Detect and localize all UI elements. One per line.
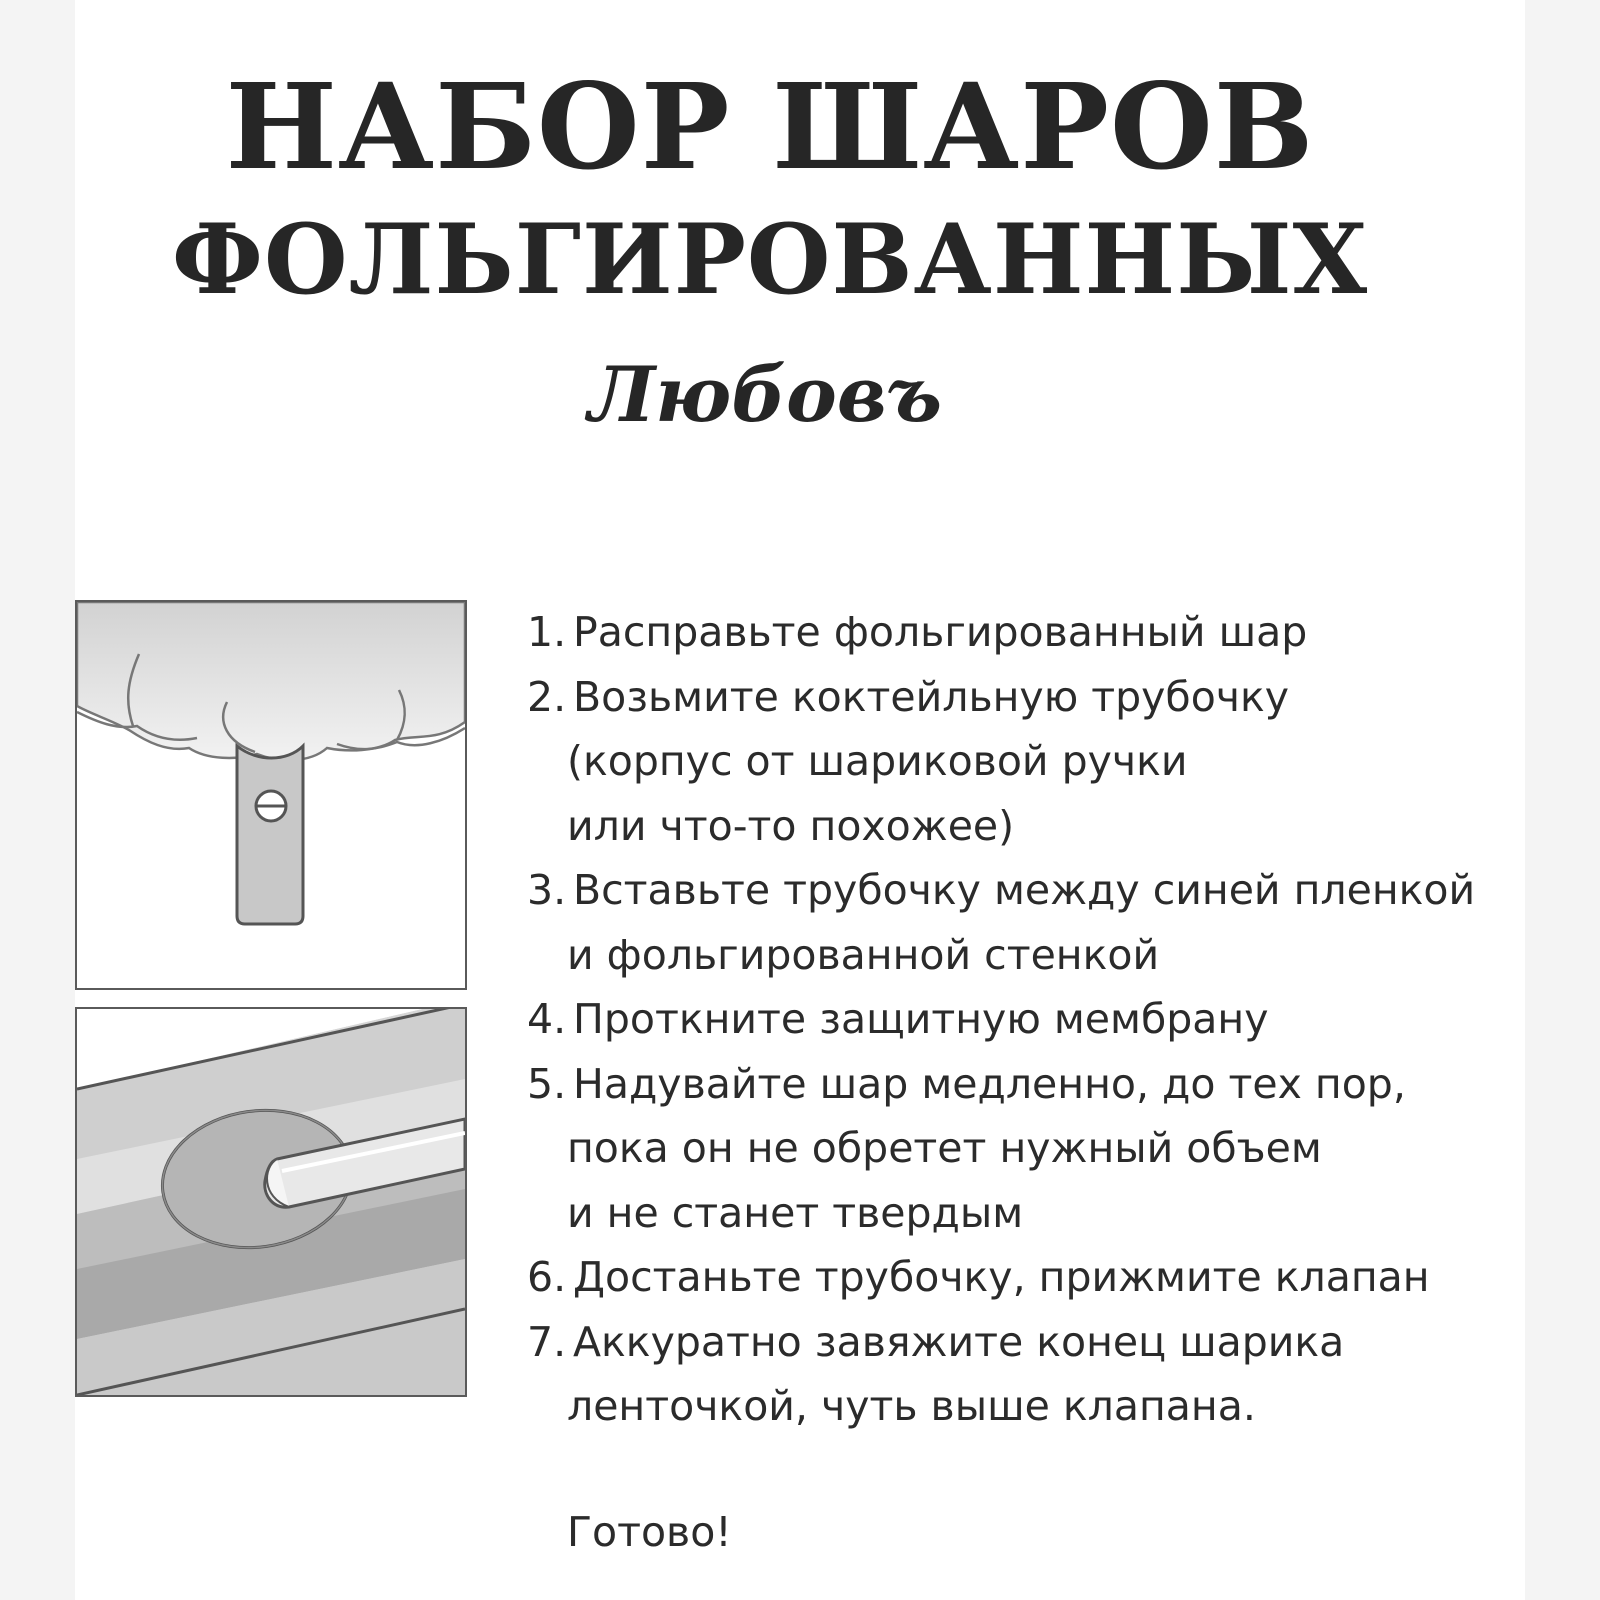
step-text-continued: и фольгированной стенкой <box>567 930 1160 979</box>
done-message: Готово! <box>567 1508 732 1556</box>
step-1 <box>527 600 1537 665</box>
straw-insertion-illustration <box>75 1007 467 1397</box>
title-line-1: НАБОР ШАРОВ <box>225 57 1315 196</box>
step-text-continued: или что-то похожее) <box>567 801 1015 850</box>
step-4 <box>527 987 1537 1052</box>
step-text-continued: и не станет твердым <box>567 1188 1024 1237</box>
step-text: Вставьте трубочку между синей пленкой <box>573 866 1476 914</box>
step-number: 6. <box>527 1253 567 1301</box>
instructions-list <box>527 600 1537 1439</box>
step-7 <box>527 1310 1537 1439</box>
step-3 <box>527 858 1537 987</box>
step-text-continued: пока он не обретет нужный объем <box>567 1124 1322 1172</box>
step-6 <box>527 1245 1537 1310</box>
step-text: Расправьте фольгированный шар <box>573 608 1308 656</box>
step-number: 1. <box>527 608 567 656</box>
title-line-2: ФОЛЬГИРОВАННЫХ <box>171 203 1369 316</box>
step-text: Проткните защитную мембрану <box>573 995 1269 1043</box>
step-number: 7. <box>527 1317 567 1366</box>
step-text-continued: ленточкой, чуть выше клапана. <box>567 1382 1256 1430</box>
step-text: Надувайте шар медленно, до тех пор, <box>573 1059 1406 1108</box>
step-text-continued: (корпус от шариковой ручки <box>567 737 1188 785</box>
step-2 <box>527 665 1537 859</box>
subtitle: Любовъ <box>587 350 943 439</box>
step-number: 4. <box>527 995 567 1043</box>
step-number: 3. <box>527 866 567 914</box>
step-text: Возьмите коктейльную трубочку <box>573 672 1290 721</box>
step-5 <box>527 1052 1537 1246</box>
step-text: Достаньте трубочку, прижмите клапан <box>573 1253 1430 1301</box>
step-number: 5. <box>527 1059 567 1108</box>
step-number: 2. <box>527 672 567 721</box>
balloon-valve-illustration <box>75 600 467 990</box>
step-text: Аккуратно завяжите конец шарика <box>573 1317 1345 1366</box>
